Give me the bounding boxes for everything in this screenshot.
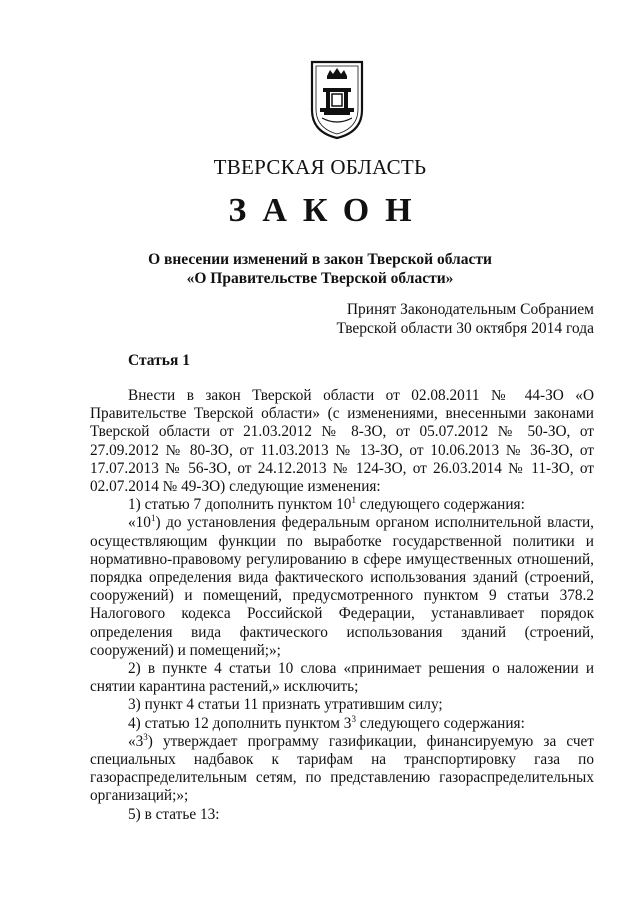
article-body <box>90 387 594 824</box>
item-1-text: «$10^1$) до установления федеральным органом исполнительной власти, осуществляющим функции по выработке государственной политики и нормативно-правовому регулированию в сфере имущественных отношений, порядка определения вида фактического использования зданий (строений, сооружений) и помещений, предусмотренного пунктом 9 статьи 378.2 Налогового кодекса Российской Федерации, устанавливает порядок определения вида фактического использования зданий (строений, сооружений) и помещений;»; <box>90 513 594 659</box>
adoption-note-line-1: Принят Законодательным Собранием <box>346 301 594 318</box>
document-type-title: ЗАКОН <box>228 192 428 229</box>
item-4: 4) статью 12 дополнить пунктом $3^3$ следующего содержания: <box>128 713 525 732</box>
law-subject-line-2: «О Правительстве Тверской области» <box>186 270 454 287</box>
item-5: 5) в статье 13: <box>128 805 220 823</box>
item-4-text: «$3^3$) утверждает программу газификации, финансируемую за счет специальных надбавок к тарифам на транспортировку газа по газораспределительным сетям, по представлению газораспределительных организаций;»; <box>90 731 594 805</box>
tver-coat-of-arms-icon <box>308 58 366 140</box>
article-intro: Внести в закон Тверской области от 02.08.2011 № 44-ЗО «О Правительстве Тверской области» (с изменениями, внесенными законами Тверской области от 21.03.2012 № 8-ЗО, от 05.07.2012 № 50-ЗО, от 27.09.2012 № 80-ЗО, от 11.03.2013 № 13-ЗО, от 10.06.2013 № 36-ЗО, от 17.07.2013 № 56-ЗО, от 24.12.2013 № 124-ЗО, от 26.03.2014 № 11-ЗО, от 02.07.2014 № 49-ЗО) следующие изменения: <box>90 387 594 496</box>
adoption-note <box>337 300 595 338</box>
item-1: 1) статью 7 дополнить пунктом $10^1$ следующего содержания: <box>128 495 525 514</box>
law-subject-line-1: О внесении изменений в закон Тверской области <box>148 251 492 268</box>
item-2: 2) в пункте 4 статьи 10 слова «принимает решения о наложении и снятии карантина растений,» исключить; <box>90 660 594 696</box>
law-subject <box>0 250 640 288</box>
region-title: ТВЕРСКАЯ ОБЛАСТЬ <box>213 155 427 179</box>
article-title: Статья 1 <box>128 352 190 369</box>
item-3: 3) пункт 4 статьи 11 признать утратившим силу; <box>128 696 443 714</box>
adoption-note-line-2: Тверской области 30 октября 2014 года <box>336 320 594 337</box>
